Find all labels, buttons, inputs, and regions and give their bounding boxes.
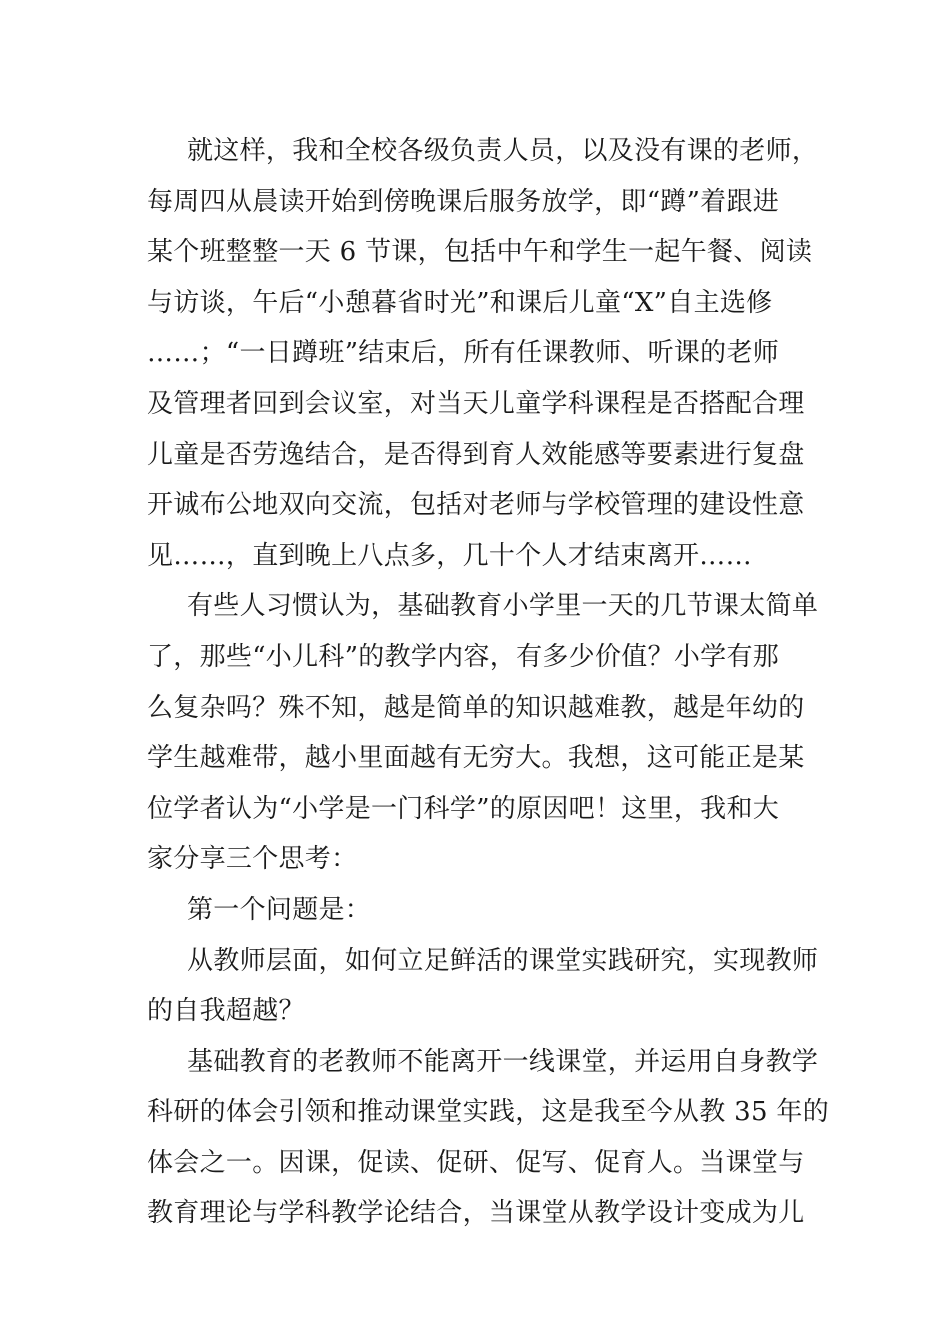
question-line: 从教师层面，如何立足鲜活的课堂实践研究，实现教师 bbox=[187, 945, 819, 976]
body-text bbox=[147, 126, 830, 1239]
text-line: 学生越难带，越小里面越有无穷大。我想，这可能正是某 bbox=[147, 743, 805, 774]
text-line: 了，那些“小儿科”的教学内容，有多少价值？小学有那 bbox=[147, 641, 780, 672]
text-line: 开诚布公地双向交流，包括对老师与学校管理的建设性意 bbox=[147, 490, 805, 521]
text-line: 体会之一。因课，促读、促研、促写、促育人。当课堂与 bbox=[147, 1147, 805, 1178]
text-line: 某个班整整一天 6 节课，包括中午和学生一起午餐、阅读 bbox=[147, 237, 813, 268]
question-line: 的自我超越？ bbox=[147, 996, 305, 1027]
text-line: 有些人习惯认为，基础教育小学里一天的几节课太简单 bbox=[187, 591, 819, 622]
text-line: 家分享三个思考： bbox=[147, 844, 358, 875]
text-line: ……；“一日蹲班”结束后，所有任课教师、听课的老师 bbox=[147, 338, 780, 369]
text-line: 位学者认为“小学是一门科学”的原因吧！这里，我和大 bbox=[147, 793, 780, 824]
text-line: 么复杂吗？殊不知，越是简单的知识越难教，越是年幼的 bbox=[147, 692, 805, 723]
text-line: 就这样，我和全校各级负责人员，以及没有课的老师， bbox=[187, 136, 819, 166]
text-line: 与访谈，午后“小憩暮省时光”和课后儿童“X”自主选修 bbox=[147, 287, 773, 318]
text-line: 教育理论与学科教学论结合，当课堂从教学设计变成为儿 bbox=[147, 1198, 805, 1229]
text-line: 见……，直到晚上八点多，几十个人才结束离开…… bbox=[147, 540, 752, 571]
text-line: 基础教育的老教师不能离开一线课堂，并运用自身教学 bbox=[187, 1046, 819, 1077]
text-line: 及管理者回到会议室，对当天儿童学科课程是否搭配合理 bbox=[147, 388, 805, 419]
section-heading: 第一个问题是： bbox=[187, 894, 372, 925]
text-line: 儿童是否劳逸结合，是否得到育人效能感等要素进行复盘 bbox=[147, 439, 805, 470]
text-line: 每周四从晨读开始到傍晚课后服务放学，即“蹲”着跟进 bbox=[147, 186, 780, 217]
text-line: 科研的体会引领和推动课堂实践，这是我至今从教 35 年的 bbox=[147, 1097, 830, 1128]
